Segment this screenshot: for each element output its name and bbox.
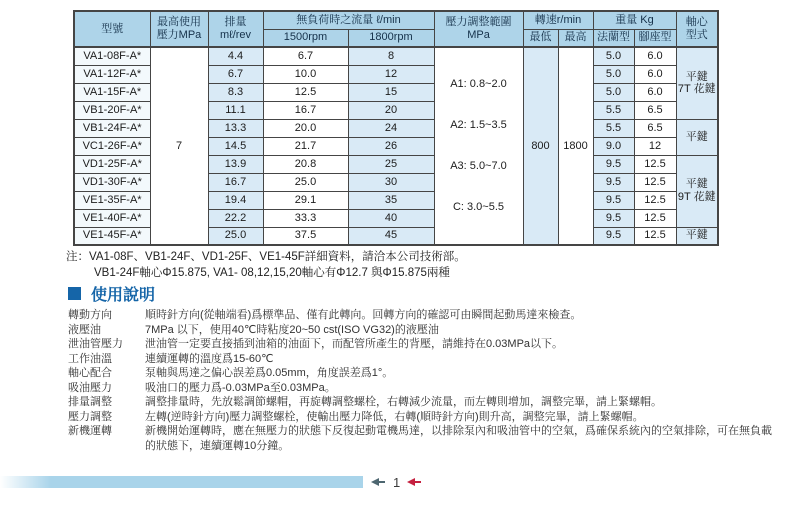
instruction-row (68, 323, 782, 338)
weight-flange-cell: 9.5 (593, 173, 634, 191)
displacement-cell: 19.4 (208, 191, 263, 209)
pager (371, 474, 422, 490)
instruction-text: 7MPa 以下，使用40℃時粘度20~50 cst(ISO VG32)的液壓油 (145, 323, 439, 336)
model-cell: VC1-26F-A* (74, 137, 150, 155)
shaft-type-line: 平鍵 (685, 130, 708, 143)
instruction-row (68, 352, 782, 367)
section-bullet-icon (68, 287, 81, 300)
displacement-cell: 25.0 (208, 227, 263, 245)
flow-1800-cell: 26 (348, 137, 434, 155)
instruction-label: 泄油管壓力 (68, 338, 123, 350)
pressure-range-item: C: 3.0~5.5 (452, 201, 505, 214)
col-header-pressure-range (434, 11, 523, 47)
weight-flange-cell: 5.0 (593, 83, 634, 101)
speed-max-cell: 1800 (558, 47, 593, 245)
flow-1800-cell: 25 (348, 155, 434, 173)
shaft-type-line: 平鍵 (685, 70, 708, 83)
instruction-text: 新機開始運轉時，應在無壓力的狀態下反復起動電機馬達，以排除泵內和吸油管中的空氣，爲確保系統內的空氣排除，可在無負載的狀態下，連續運轉10分鐘。 (145, 425, 772, 452)
note-line: VB1-24F軸心Φ15.875, VA1- 08,12,15,20軸心有Φ12.7 與Φ15.875兩種 (94, 267, 450, 279)
col-header-model: 型號 (74, 11, 150, 47)
weight-flange-cell: 9.5 (593, 209, 634, 227)
col-header-weight-flange: 法蘭型 (593, 29, 634, 47)
flow-1500-cell: 6.7 (263, 47, 348, 65)
weight-flange-cell: 9.5 (593, 191, 634, 209)
section-title: 使用說明 (91, 287, 156, 304)
flow-1500-cell: 21.7 (263, 137, 348, 155)
pressure-range-list (436, 50, 522, 242)
flow-1500-cell: 16.7 (263, 101, 348, 119)
flow-1800-cell: 45 (348, 227, 434, 245)
shaft-type-cell (676, 227, 718, 245)
spec-table (73, 10, 719, 246)
model-cell: VA1-15F-A* (74, 83, 150, 101)
displacement-cell: 13.3 (208, 119, 263, 137)
flow-1800-cell: 12 (348, 65, 434, 83)
col-header-shaft (676, 11, 718, 47)
flow-1500-cell: 25.0 (263, 173, 348, 191)
flow-1500-cell: 10.0 (263, 65, 348, 83)
flow-1800-cell: 8 (348, 47, 434, 65)
prev-page-icon[interactable] (371, 478, 386, 487)
weight-flange-cell: 5.5 (593, 119, 634, 137)
shaft-type-line: 平鍵 (685, 178, 708, 191)
shaft-type-line: 9T 花鍵 (677, 191, 716, 203)
col-header-speed-min: 最低 (523, 29, 558, 47)
model-cell: VE1-45F-A* (74, 227, 150, 245)
page-number: 1 (393, 474, 401, 490)
model-cell: VB1-20F-A* (74, 101, 150, 119)
pressure-range-item: A1: 0.8~2.0 (450, 78, 507, 91)
speed-min-cell: 800 (523, 47, 558, 245)
weight-flange-cell: 5.5 (593, 101, 634, 119)
displacement-cell: 4.4 (208, 47, 263, 65)
instruction-text: 吸油口的壓力爲-0.03MPa至0.03MPa。 (145, 381, 336, 394)
displacement-cell: 22.2 (208, 209, 263, 227)
instruction-label: 壓力調整 (68, 410, 112, 423)
weight-flange-cell: 5.0 (593, 65, 634, 83)
displacement-cell: 16.7 (208, 173, 263, 191)
flow-1800-cell: 20 (348, 101, 434, 119)
footnotes (66, 249, 466, 281)
table-row (74, 47, 718, 65)
note-line: 注：VA1-08F、VB1-24F、VD1-25F、VE1-45F詳細資料，請洽本公司技術部。 (66, 251, 466, 263)
header-line: 型式 (685, 29, 708, 41)
pressure-range-cell (434, 47, 523, 245)
max-pressure-cell: 7 (150, 47, 208, 245)
weight-flange-cell: 5.0 (593, 47, 634, 65)
flow-1500-cell: 20.0 (263, 119, 348, 137)
model-cell: VE1-40F-A* (74, 209, 150, 227)
header-line: 排量 (224, 16, 247, 29)
instruction-text: 連續運轉的溫度爲15-60℃ (145, 352, 274, 365)
displacement-cell: 8.3 (208, 83, 263, 101)
weight-foot-cell: 12 (634, 137, 676, 155)
instruction-label: 排量調整 (68, 396, 112, 408)
instruction-text: 調整排量時，先放鬆調節螺帽，再旋轉調整螺栓，右轉減少流量，而左轉則增加，調整完畢，請上緊螺帽。 (145, 396, 662, 408)
shaft-type-cell (676, 47, 718, 119)
displacement-cell: 6.7 (208, 65, 263, 83)
instruction-text: 泵軸與馬達之偏心誤差爲0.05mm，角度誤差爲1°。 (145, 367, 394, 379)
weight-flange-cell: 9.5 (593, 155, 634, 173)
pressure-range-item: A3: 5.0~7.0 (450, 160, 507, 173)
weight-foot-cell: 12.5 (634, 155, 676, 173)
weight-flange-cell: 9.5 (593, 227, 634, 245)
header-line: 壓力調整範圍 (445, 16, 512, 29)
col-header-displacement (208, 11, 263, 47)
model-cell: VA1-12F-A* (74, 65, 150, 83)
shaft-type-line: 7T 花鍵 (677, 83, 716, 96)
col-header-flow-1800: 1800rpm (348, 29, 434, 47)
weight-foot-cell: 12.5 (634, 173, 676, 191)
weight-foot-cell: 12.5 (634, 191, 676, 209)
model-cell: VB1-24F-A* (74, 119, 150, 137)
col-header-speed-group: 轉速r/min (523, 11, 593, 29)
flow-1800-cell: 24 (348, 119, 434, 137)
col-header-max-pressure (150, 11, 208, 47)
flow-1500-cell: 33.3 (263, 209, 348, 227)
weight-foot-cell: 12.5 (634, 227, 676, 245)
instruction-row (68, 381, 782, 396)
flow-1500-cell: 20.8 (263, 155, 348, 173)
instruction-text: 順時針方向(從軸端看)爲標準品、僅有此轉向。回轉方向的確認可由瞬間起動馬達來檢查。 (145, 309, 582, 321)
shaft-type-cell (676, 119, 718, 155)
weight-foot-cell: 6.0 (634, 47, 676, 65)
header-line: mℓ/rev (219, 29, 252, 41)
shaft-type-line: 平鍵 (685, 229, 708, 242)
model-cell: VE1-35F-A* (74, 191, 150, 209)
instruction-label: 液壓油 (68, 323, 101, 336)
next-page-icon[interactable] (407, 478, 422, 487)
instruction-row (68, 308, 782, 323)
weight-foot-cell: 6.5 (634, 101, 676, 119)
weight-foot-cell: 6.0 (634, 65, 676, 83)
col-header-weight-group: 重量 Kg (593, 11, 676, 29)
instruction-label: 軸心配合 (68, 367, 112, 379)
usage-instructions (68, 308, 782, 453)
flow-1800-cell: 30 (348, 173, 434, 191)
flow-1800-cell: 15 (348, 83, 434, 101)
model-cell: VD1-25F-A* (74, 155, 150, 173)
flow-1500-cell: 12.5 (263, 83, 348, 101)
instruction-row (68, 424, 782, 453)
flow-1500-cell: 29.1 (263, 191, 348, 209)
header-line: MPa (467, 29, 490, 41)
instruction-text: 左轉(逆時針方向)壓力調整螺栓，使輸出壓力降低，右轉(順時針方向)則升高，調整完畢，請上緊螺帽。 (145, 410, 644, 423)
weight-foot-cell: 6.5 (634, 119, 676, 137)
instruction-text: 泄油管一定要直接插到油箱的油面下，而配管所產生的背壓，請維持在0.03MPa以下。 (145, 338, 564, 350)
col-header-weight-foot: 腳座型 (634, 29, 676, 47)
instruction-row (68, 410, 782, 425)
displacement-cell: 11.1 (208, 101, 263, 119)
instruction-label: 轉動方向 (68, 309, 112, 321)
model-cell: VA1-08F-A* (74, 47, 150, 65)
shaft-type-cell (676, 155, 718, 227)
model-cell: VD1-30F-A* (74, 173, 150, 191)
instruction-row (68, 395, 782, 410)
instruction-row (68, 337, 782, 352)
displacement-cell: 14.5 (208, 137, 263, 155)
instruction-row (68, 366, 782, 381)
flow-1800-cell: 40 (348, 209, 434, 227)
instruction-label: 工作油溫 (68, 352, 112, 365)
header-line: 軸心 (685, 16, 708, 29)
col-header-flow-group: 無負荷時之流量 ℓ/min (263, 11, 434, 29)
pressure-range-item: A2: 1.5~3.5 (450, 119, 507, 132)
flow-1800-cell: 35 (348, 191, 434, 209)
weight-foot-cell: 12.5 (634, 209, 676, 227)
displacement-cell: 13.9 (208, 155, 263, 173)
header-line: 壓力MPa (156, 29, 202, 41)
instruction-label: 吸油壓力 (68, 381, 112, 394)
footer-bar (0, 476, 363, 488)
col-header-flow-1500: 1500rpm (263, 29, 348, 47)
header-line: 最高使用 (157, 16, 201, 29)
weight-foot-cell: 6.0 (634, 83, 676, 101)
flow-1500-cell: 37.5 (263, 227, 348, 245)
weight-flange-cell: 9.0 (593, 137, 634, 155)
col-header-speed-max: 最高 (558, 29, 593, 47)
section-header (68, 282, 155, 305)
instruction-label: 新機運轉 (68, 425, 112, 437)
